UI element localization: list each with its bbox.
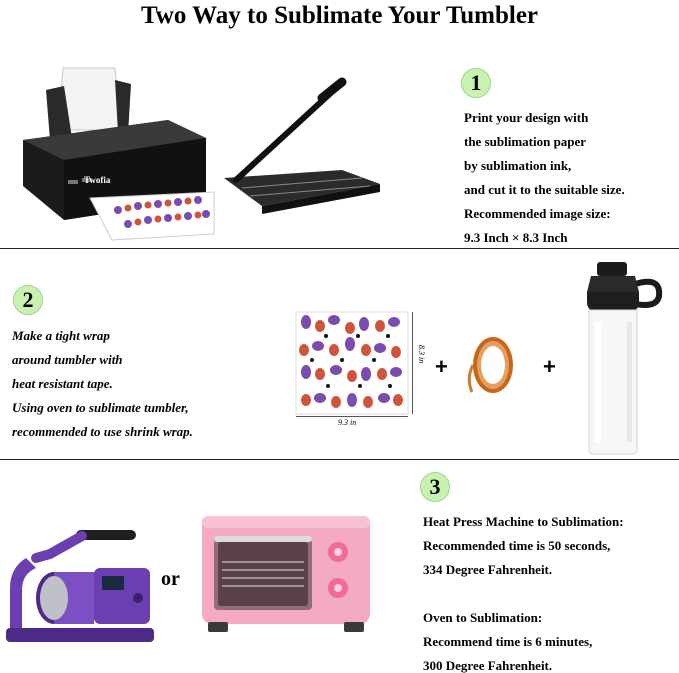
- step-1-line: Print your design with: [464, 110, 589, 125]
- step-1-instructions: [464, 110, 625, 254]
- tumbler-bottle-icon: [583, 262, 665, 456]
- height-dimension-label: 8.3 in: [417, 345, 426, 364]
- step-3-line: [423, 586, 624, 610]
- printer-icon: [18, 68, 213, 240]
- sublimation-paper-icon: [296, 312, 408, 414]
- section-divider-2: [0, 459, 679, 460]
- step-2-line: heat resistant tape.: [12, 376, 113, 391]
- or-label: or: [161, 568, 180, 590]
- width-dimension-label: 9.3 in: [338, 418, 357, 427]
- step-1-line: Recommended image size:: [464, 206, 611, 221]
- page-title: Two Way to Sublimate Your Tumbler: [140, 2, 539, 29]
- step-1-line: by sublimation ink,: [464, 158, 572, 173]
- step-3-line: Recommended time is 50 seconds,: [423, 538, 611, 553]
- step-1-badge: 1: [461, 68, 491, 98]
- heat-resistant-tape-icon: [462, 334, 524, 396]
- printer-brand-label: Twofia: [84, 175, 111, 185]
- step-2-line: around tumbler with: [12, 352, 123, 367]
- step-1-line: and cut it to the suitable size.: [464, 182, 625, 197]
- step-3-instructions: [423, 514, 624, 673]
- paper-cutter-icon: [222, 88, 382, 216]
- heat-press-machine-icon: [6, 528, 156, 646]
- toaster-oven-icon: [198, 510, 374, 636]
- step-3-line: Recommend time is 6 minutes,: [423, 634, 593, 649]
- step-1-line: 9.3 Inch × 8.3 Inch: [464, 230, 568, 245]
- plus-sign-2: +: [543, 354, 556, 379]
- step-1-line: the sublimation paper: [464, 134, 587, 149]
- step-3-line: Oven to Sublimation:: [423, 610, 543, 625]
- height-dimension-line: [412, 312, 413, 414]
- step-2-badge: 2: [13, 285, 43, 315]
- step-2-line: recommended to use shrink wrap.: [12, 424, 193, 439]
- step-2-line: Using oven to sublimate tumbler,: [12, 400, 189, 415]
- plus-sign-1: +: [435, 354, 448, 379]
- step-3-line: Heat Press Machine to Sublimation:: [423, 514, 624, 529]
- width-dimension-line: [296, 416, 408, 417]
- step-2-line: Make a tight wrap: [12, 328, 110, 343]
- step-3-line: 334 Degree Fahrenheit.: [423, 562, 553, 577]
- step-3-line: 300 Degree Fahrenheit.: [423, 658, 553, 673]
- step-2-instructions: [12, 328, 193, 448]
- step-3-badge: 3: [420, 472, 450, 502]
